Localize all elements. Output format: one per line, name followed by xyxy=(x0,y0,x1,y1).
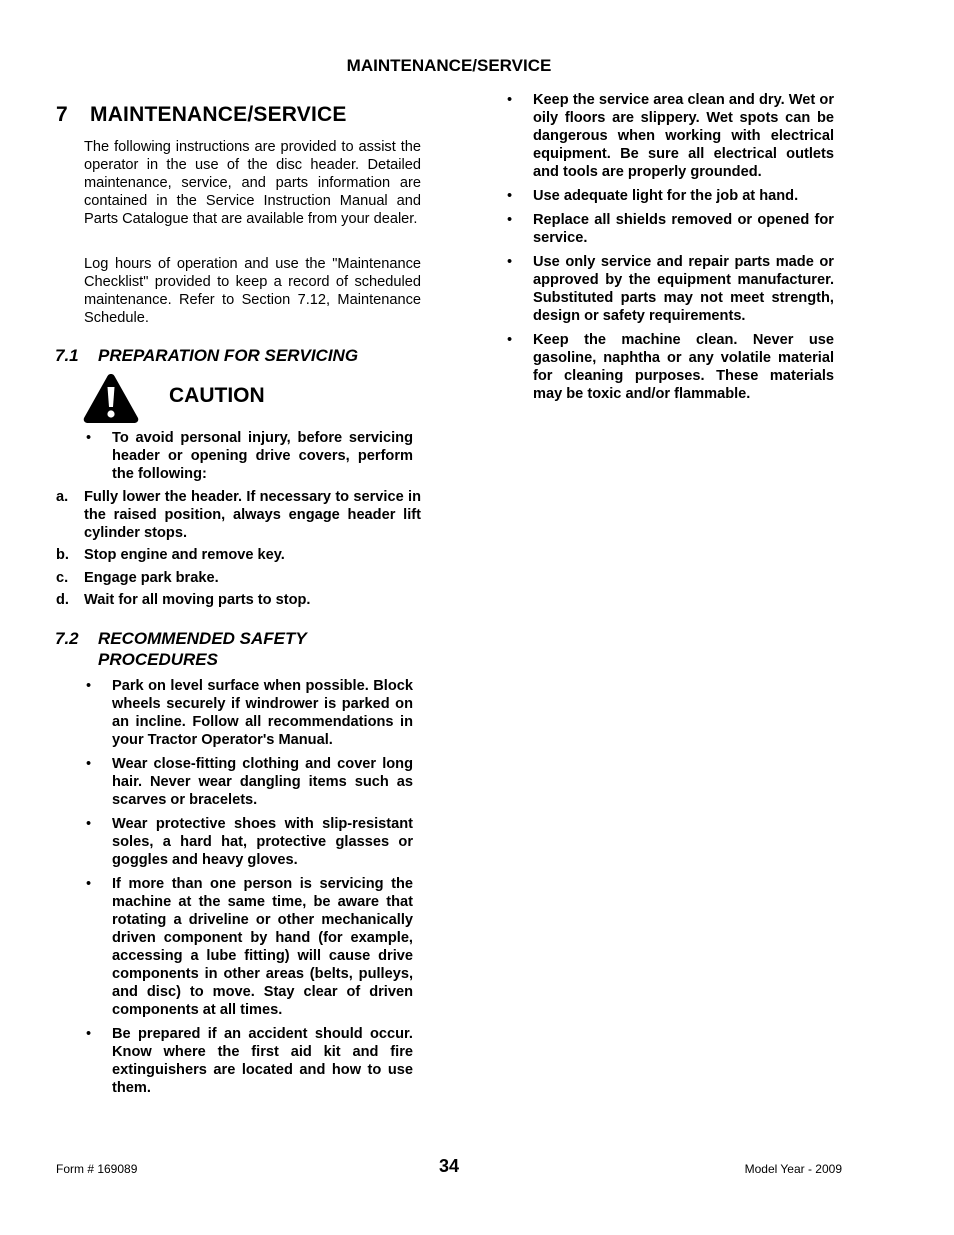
list-item-text: Keep the service area clean and dry. Wet or oily floors are slippery. Wet spots can be dangerous when working with electrical equipment. Be sure all electrical outlets and tools are properly grounded. xyxy=(533,92,834,180)
bullet-icon: • xyxy=(507,254,513,270)
list-item xyxy=(507,331,834,403)
list-item-text: Be prepared if an accident should occur. Know where the first aid kit and fire extinguishers are located and how to use them. xyxy=(112,1026,413,1096)
list-item-text: Wear close-fitting clothing and cover long hair. Never wear dangling items such as scarves or bracelets. xyxy=(112,756,413,808)
step-c xyxy=(56,569,421,587)
list-item-text: Park on level surface when possible. Block wheels securely if windrower is parked on an incline. Follow all recommendations in your Tractor Operator's Manual. xyxy=(112,678,413,748)
subsection-heading-7-2 xyxy=(55,628,415,672)
page-number: 34 xyxy=(438,1156,460,1176)
step-d xyxy=(56,591,421,609)
bullet-icon: • xyxy=(86,430,92,446)
footer-model-year: Model Year - 2009 xyxy=(744,1162,842,1176)
list-item xyxy=(507,211,834,247)
bullet-icon: • xyxy=(86,816,92,832)
caution-label: CAUTION xyxy=(169,384,265,407)
step-label: d. xyxy=(56,592,69,608)
bullet-icon: • xyxy=(86,1026,92,1042)
step-label: c. xyxy=(56,570,69,586)
list-item xyxy=(507,253,834,325)
subsection-heading-7-1 xyxy=(55,345,415,367)
list-item xyxy=(507,91,834,181)
footer-form-number: Form # 169089 xyxy=(56,1162,138,1176)
bullet-icon: • xyxy=(507,188,513,204)
bullet-icon: • xyxy=(86,876,92,892)
list-item xyxy=(86,755,413,809)
subsection-number: 7.2 xyxy=(55,629,79,648)
list-item xyxy=(86,875,413,1019)
step-a xyxy=(56,488,421,542)
step-text: Engage park brake. xyxy=(84,570,219,586)
list-item-text: Wear protective shoes with slip-resistant soles, a hard hat, protective glasses or goggles and heavy gloves. xyxy=(112,816,413,868)
subsection-title-line-2: PROCEDURES xyxy=(98,650,218,669)
running-head: MAINTENANCE/SERVICE xyxy=(346,56,552,75)
list-item-text: Use only service and repair parts made or approved by the equipment manufacturer. Substituted parts may not meet strength, design or safety requirements. xyxy=(533,254,834,324)
list-item xyxy=(86,429,413,483)
intro-paragraph-1: The following instructions are provided to assist the operator in the use of the disc header. Detailed maintenance, service, and parts information are contained in the Service Instruction Manual and Parts Catalogue that are available from your dealer. xyxy=(84,139,421,227)
bullet-icon: • xyxy=(86,678,92,694)
list-item-text: Use adequate light for the job at hand. xyxy=(533,188,799,204)
bullet-icon: • xyxy=(507,332,513,348)
list-item-text: If more than one person is servicing the machine at the same time, be aware that rotating a driveline or other mechanically driven component by hand (for example, accessing a lube fitting) will cause drive components in other areas (belts, pulleys, and disc) to move. Stay clear of driven components at all times. xyxy=(112,876,413,1018)
section-number: 7 xyxy=(56,103,68,126)
safety-bullet-list-right xyxy=(507,91,834,403)
list-item-text: Keep the machine clean. Never use gasoline, naphtha or any volatile material for cleaning purposes. These materials may be toxic and/or flammable. xyxy=(533,332,834,402)
list-item xyxy=(86,677,413,749)
bullet-icon: • xyxy=(86,756,92,772)
step-label: a. xyxy=(56,489,69,505)
step-label: b. xyxy=(56,547,69,563)
intro-paragraph-2: Log hours of operation and use the "Maintenance Checklist" provided to keep a record of scheduled maintenance. Refer to Section 7.12, Maintenance Schedule. xyxy=(84,256,421,326)
section-heading xyxy=(56,103,347,127)
safety-bullet-list-left xyxy=(86,677,413,1097)
subsection-number: 7.1 xyxy=(55,346,79,365)
list-item xyxy=(86,1025,413,1097)
list-item-text: To avoid personal injury, before servicing header or opening drive covers, perform the following: xyxy=(112,430,413,482)
step-b xyxy=(56,546,421,564)
step-text: Stop engine and remove key. xyxy=(84,547,285,563)
section-title: MAINTENANCE/SERVICE xyxy=(90,103,347,126)
subsection-title: PREPARATION FOR SERVICING xyxy=(98,346,359,365)
list-item xyxy=(86,815,413,869)
bullet-icon: • xyxy=(507,92,513,108)
warning-triangle-icon xyxy=(83,373,139,424)
subsection-title-line-1: RECOMMENDED SAFETY xyxy=(98,629,307,648)
list-item xyxy=(507,187,834,205)
bullet-icon: • xyxy=(507,212,513,228)
step-text: Fully lower the header. If necessary to service in the raised position, always engage header lift cylinder stops. xyxy=(84,489,421,541)
step-text: Wait for all moving parts to stop. xyxy=(84,592,311,608)
list-item-text: Replace all shields removed or opened for service. xyxy=(533,212,834,246)
caution-bullet-list xyxy=(86,429,413,483)
